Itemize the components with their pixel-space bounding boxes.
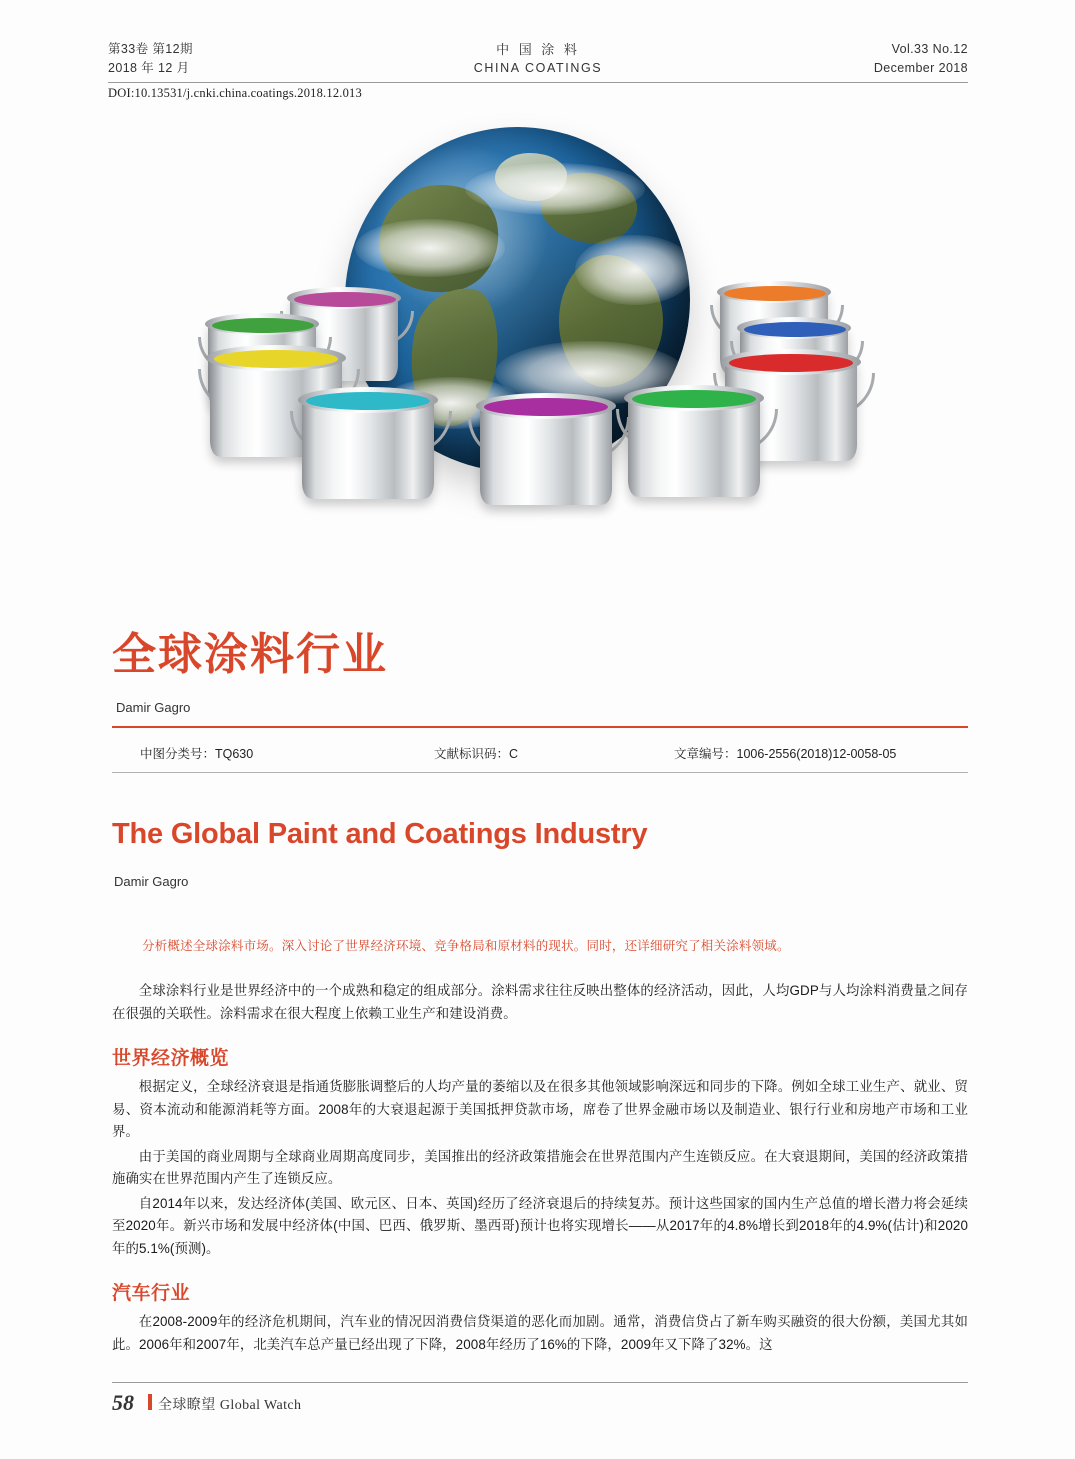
header-journal-title-cn: 中 国 涂 料 — [496, 42, 580, 57]
paint-can-contents — [212, 318, 314, 333]
section-heading: 世界经济概览 — [112, 1048, 230, 1069]
paragraph: 由于美国的商业周期与全球商业周期高度同步，美国推出的经济政策措施会在世界范围内产生连锁反应。在大衰退期间，美国的经济政策措施确实在世界范围内产生了连锁反应。 — [112, 1148, 968, 1186]
header-volume-issue-en — [874, 40, 968, 78]
paint-can — [302, 381, 434, 499]
clc-number: 中图分类号：TQ630 — [140, 747, 254, 761]
hero-illustration — [150, 115, 930, 595]
header-journal-title-en: CHINA COATINGS — [473, 61, 603, 75]
header-date-cn: 2018 年 12 月 — [108, 61, 190, 75]
article-abstract: 分析概述全球涂料市场。深入讨论了世界经济环境、竞争格局和原材料的现状。同时，还详细研究了相关涂料领域。 — [142, 939, 790, 953]
article-author-cn: Damir Gagro — [116, 700, 191, 715]
header-volume-cn: 第33卷 第12期 — [108, 42, 193, 56]
paint-can-contents — [294, 292, 396, 307]
paragraph: 在2008-2009年的经济危机期间，汽车业的情况因消费信贷渠道的恶化而加剧。通常，消费信贷占了新车购买融资的很大份额，美国尤其如此。2006年和2007年，北美汽车总产量已经出现了下降，2008年经历了16%的下降，2009年又下降了32%。这 — [112, 1314, 968, 1352]
article-author-en: Damir Gagro — [114, 874, 189, 889]
document-code: 文献标识码：C — [434, 747, 519, 761]
section-heading: 汽车行业 — [112, 1283, 191, 1304]
footer-divider — [112, 1382, 968, 1383]
page-footer — [112, 1382, 968, 1415]
footer-section-cn: 全球瞭望 — [158, 1396, 220, 1412]
article-title-en: The Global Paint and Coatings Industry — [112, 818, 648, 850]
article-metadata — [112, 744, 968, 768]
header-divider — [108, 82, 968, 83]
globe-cloud — [355, 219, 505, 277]
paint-can-contents — [632, 390, 756, 408]
article-id: 文章编号：1006-2556(2018)12-0058-05 — [674, 747, 897, 761]
paragraph: 根据定义，全球经济衰退是指通货膨胀调整后的人均产量的萎缩以及在很多其他领域影响深远和同步的下降。例如全球工业生产、就业、贸易、资本流动和能源消耗等方面。2008年的大衰退起源于美国抵押贷款市场，席卷了世界金融市场以及制造业、银行行业和房地产市场和工业界。 — [112, 1079, 968, 1139]
doi-text: DOI:10.13531/j.cnki.china.coatings.2018.12.013 — [108, 86, 362, 100]
header-volume-en: Vol.33 No.12 — [891, 42, 968, 56]
paint-can-contents — [484, 398, 608, 416]
header-date-en: December 2018 — [873, 61, 968, 75]
footer-accent-bar — [148, 1394, 152, 1410]
paint-can — [628, 379, 760, 497]
metadata-divider — [112, 772, 968, 773]
globe-cloud — [465, 163, 645, 215]
paint-can-contents — [744, 322, 846, 337]
globe-cloud — [575, 235, 690, 305]
paragraph: 自2014年以来，发达经济体(美国、欧元区、日本、英国)经历了经济衰退后的持续复苏。预计这些国家的国内生产总值的增长潜力将会延续至2020年。新兴市场和发展中经济体(中国、巴西、俄罗斯、墨西哥)预计也将实现增长——从2017年的4.8%增长到2018年的4.9%(估计)和2020年的5.1%(预测)。 — [112, 1195, 968, 1256]
title-divider-red — [112, 726, 968, 728]
intro-paragraph: 全球涂料行业是世界经济中的一个成熟和稳定的组成部分。涂料需求往往反映出整体的经济活动，因此，人均GDP与人均涂料消费量之间存在很强的关联性。涂料需求在很大程度上依赖工业生产和建设消费。 — [112, 983, 968, 1021]
header-journal-title — [108, 40, 968, 78]
footer-section-label — [158, 1394, 301, 1414]
article-title-cn: 全球涂料行业 — [112, 630, 388, 679]
paint-can-contents — [724, 286, 826, 301]
article-body — [112, 980, 968, 1358]
paint-can-contents — [214, 350, 338, 368]
paint-can — [480, 387, 612, 505]
page-header — [108, 40, 968, 88]
paint-can-contents — [306, 392, 430, 410]
page-number: 58 — [112, 1390, 134, 1415]
footer-section-en: Global Watch — [219, 1398, 302, 1413]
paint-can-contents — [729, 354, 853, 372]
